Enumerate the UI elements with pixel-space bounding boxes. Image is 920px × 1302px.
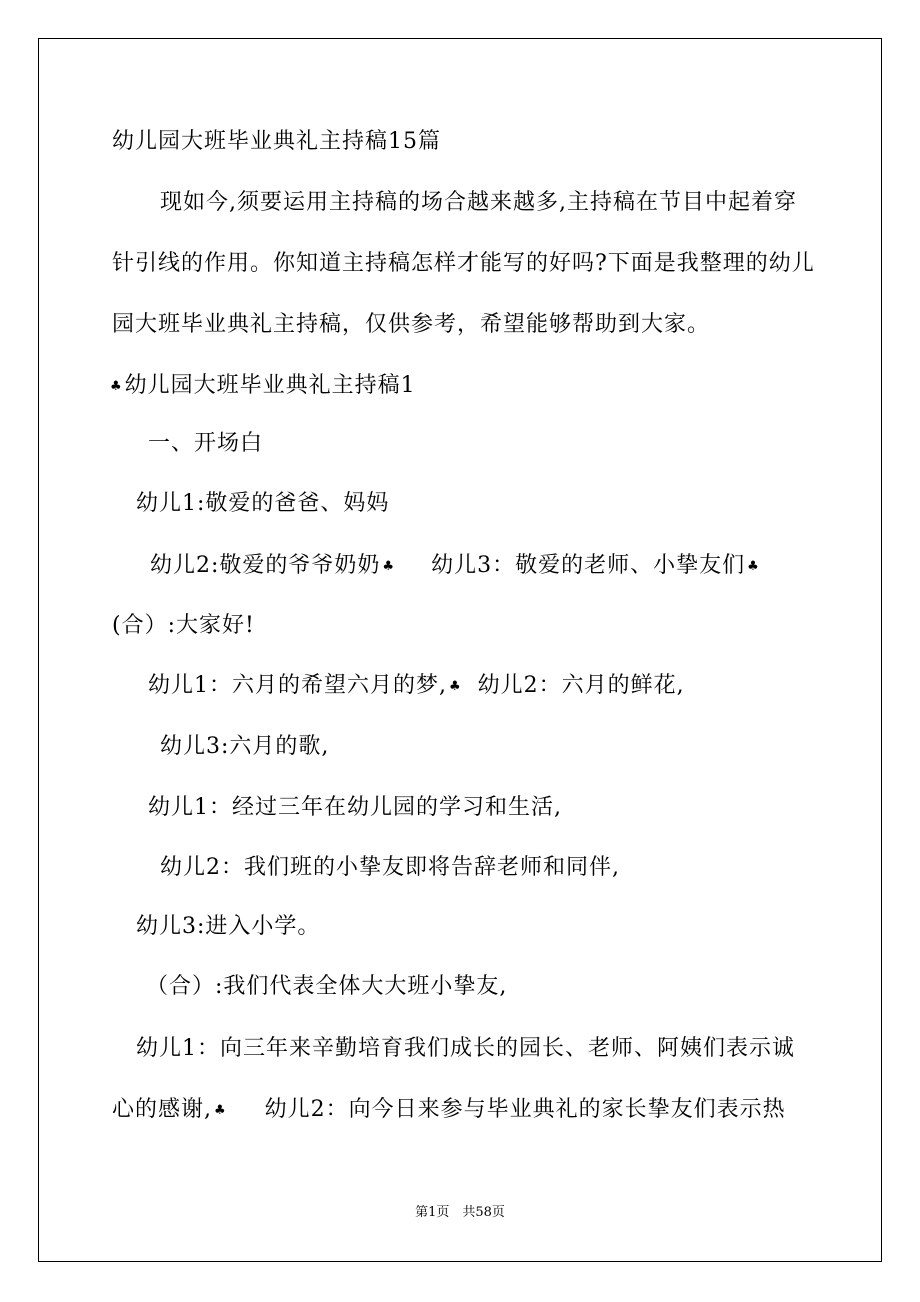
dialogue-line: 幼儿3:进入小学。 <box>136 914 321 939</box>
document-title: 幼儿园大班毕业典礼主持稿15篇 <box>112 129 441 154</box>
dialogue-segment: 幼儿3：敬爱的老师、小挚友们 <box>431 553 746 578</box>
page-border <box>38 38 882 1262</box>
club-mark-icon: ♣ <box>382 559 396 574</box>
dialogue-segment: 幼儿2：向今日来参与毕业典礼的家长挚友们表示热 <box>264 1097 786 1122</box>
dialogue-line: 幼儿1:敬爱的爸爸、妈妈 <box>136 491 390 516</box>
dialogue-line: 幼儿3:六月的歌, <box>160 734 330 759</box>
dialogue-segment: 心的感谢, <box>112 1097 212 1122</box>
dialogue-line <box>112 1096 786 1125</box>
section-heading <box>108 372 416 401</box>
dialogue-line: 幼儿1：经过三年在幼儿园的学习和生活, <box>148 795 562 820</box>
subheading: 一、开场白 <box>148 431 264 456</box>
dialogue-segment: 幼儿1：六月的希望六月的梦, <box>148 673 447 698</box>
dialogue-line: 幼儿1：向三年来辛勤培育我们成长的园长、老师、阿姨们表示诚 <box>136 1036 795 1061</box>
dialogue-line: 幼儿2：我们班的小挚友即将告辞老师和同伴, <box>160 855 620 880</box>
dialogue-line <box>150 552 762 581</box>
intro-line-3: 园大班毕业典礼主持稿，仅供参考，希望能够帮助到大家。 <box>112 312 711 337</box>
club-mark-icon: ♣ <box>747 559 760 574</box>
dialogue-line <box>148 672 685 701</box>
club-mark-icon: ♣ <box>214 1103 227 1118</box>
section-title: 幼儿园大班毕业典礼主持稿1 <box>124 373 416 398</box>
dialogue-line: （合）:我们代表全体大大班小挚友, <box>146 974 508 999</box>
intro-line-2: 针引线的作用。你知道主持稿怎样才能写的好吗?下面是我整理的幼儿 <box>112 251 815 276</box>
page-footer: 第1页 共58页 <box>415 1205 505 1220</box>
club-mark-icon: ♣ <box>449 679 462 694</box>
dialogue-segment: 幼儿2：六月的鲜花, <box>477 673 685 698</box>
dialogue-line: (合）:大家好! <box>112 613 255 638</box>
dialogue-segment: 幼儿2:敬爱的爷爷奶奶 <box>150 553 381 578</box>
intro-line-1: 现如今,须要运用主持稿的场合越来越多,主持稿在节目中起着穿 <box>160 190 797 215</box>
club-mark-icon: ♣ <box>110 379 123 394</box>
